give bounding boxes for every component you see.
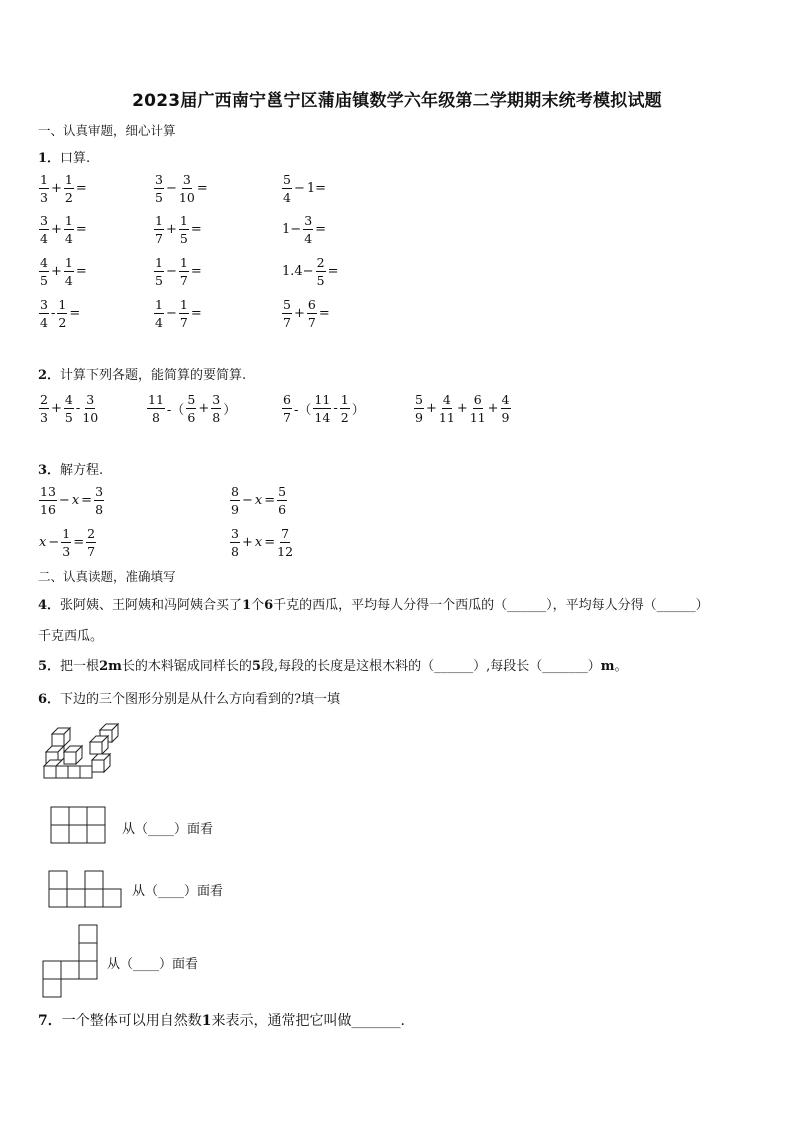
oral-calc-item xyxy=(153,213,203,246)
question-text: 千克的西瓜，平均每人分得一个西瓜的（______），平均每人分得（______） xyxy=(273,598,709,613)
view-label-3: 从（____）面看 xyxy=(107,957,199,972)
operator: − xyxy=(166,264,177,279)
operator: − xyxy=(166,181,177,196)
operator: - xyxy=(333,401,338,416)
oral-calc-item xyxy=(38,255,88,288)
question-text: 口算. xyxy=(60,151,91,166)
result-tail: = xyxy=(327,264,339,279)
operator: - xyxy=(51,306,56,321)
equals-sign: = xyxy=(81,493,93,508)
operator: + xyxy=(51,222,62,237)
question-number: 2． xyxy=(38,368,61,383)
variable-x: x xyxy=(71,493,80,508)
question-text: 个 xyxy=(251,598,265,613)
equation-2 xyxy=(229,484,288,517)
oral-calc-item xyxy=(153,255,203,288)
operator: + xyxy=(242,535,253,550)
question-1 xyxy=(38,147,90,166)
question-number: 4． xyxy=(38,598,61,613)
result-tail: = xyxy=(75,181,87,196)
fraction: $\frac{1}{4}$ xyxy=(64,213,73,246)
question-5 xyxy=(38,655,627,674)
fraction: $\frac{3}{10}$ xyxy=(178,172,195,205)
fraction: $\frac{3}{8}$ xyxy=(95,484,104,517)
question-text: 下边的三个图形分别是从什么方向看到的?填一填 xyxy=(60,692,341,707)
question-2 xyxy=(38,364,246,383)
variable-x: x xyxy=(254,493,263,508)
number: 6 xyxy=(264,598,274,613)
page-title: 2023届广西南宁邕宁区蒲庙镇数学六年级第二学期期末统考模拟试题 xyxy=(132,91,662,111)
result-tail: = xyxy=(315,222,327,237)
calc-expression-2 xyxy=(146,392,237,425)
question-3 xyxy=(38,459,103,478)
view-label-1: 从（____）面看 xyxy=(122,822,214,837)
fraction: $\frac{2}{5}$ xyxy=(316,255,325,288)
variable-x: x xyxy=(254,535,263,550)
operator: ） xyxy=(351,403,365,418)
fraction: $\frac{7}{12}$ xyxy=(277,526,294,559)
fraction: $\frac{6}{7}$ xyxy=(283,392,291,425)
view-diagram-3 xyxy=(42,924,100,998)
fraction: $\frac{8}{9}$ xyxy=(231,484,239,517)
operator: + xyxy=(51,181,62,196)
number: 5 xyxy=(251,659,261,674)
operator: + xyxy=(51,264,62,279)
operator: + xyxy=(51,401,62,416)
fraction: $\frac{6}{7}$ xyxy=(307,297,316,330)
result-tail: = xyxy=(318,306,330,321)
fraction: $\frac{3}{8}$ xyxy=(212,392,221,425)
fraction: $\frac{5}{9}$ xyxy=(415,392,423,425)
unit: m xyxy=(600,659,615,674)
question-text: 解方程. xyxy=(60,463,104,478)
operator: + xyxy=(426,401,437,416)
oral-calc-item xyxy=(153,297,203,330)
operator: − xyxy=(166,306,177,321)
question-text: 段,每段的长度是这根木料的（______）,每段长（_______） xyxy=(260,659,601,674)
operator: ） xyxy=(223,403,237,418)
equals-sign: = xyxy=(73,535,85,550)
fraction: $\frac{1}{5}$ xyxy=(179,213,188,246)
fraction: $\frac{1}{4}$ xyxy=(64,255,73,288)
result-tail: 1= xyxy=(306,181,327,196)
operator: − xyxy=(58,493,70,508)
fraction: $\frac{4}{9}$ xyxy=(501,392,510,425)
question-text: 。 xyxy=(614,659,628,674)
oral-calc-item xyxy=(153,172,209,205)
fraction: $\frac{5}{6}$ xyxy=(278,484,287,517)
question-4-line-2: 千克西瓜。 xyxy=(38,629,104,644)
variable-x: x xyxy=(39,535,47,550)
oral-calc-item xyxy=(38,172,88,205)
operator: 1.4− xyxy=(282,264,314,279)
fraction: $\frac{1}{7}$ xyxy=(155,213,163,246)
question-4 xyxy=(38,594,709,613)
fraction: $\frac{1}{2}$ xyxy=(64,172,73,205)
cube-arrangement-figure xyxy=(40,720,130,782)
fraction: $\frac{1}{2}$ xyxy=(340,392,349,425)
fraction: $\frac{3}{10}$ xyxy=(82,392,99,425)
fraction: $\frac{1}{3}$ xyxy=(40,172,48,205)
fraction: $\frac{3}{4}$ xyxy=(40,297,48,330)
fraction: $\frac{1}{7}$ xyxy=(179,297,188,330)
view-diagram-2 xyxy=(48,870,124,908)
operator: − xyxy=(294,181,305,196)
oral-calc-item xyxy=(281,255,339,288)
result-tail: = xyxy=(69,306,81,321)
operator: + xyxy=(166,222,177,237)
fraction: $\frac{5}{6}$ xyxy=(187,392,196,425)
fraction: $\frac{2}{7}$ xyxy=(87,526,96,559)
oral-calc-item xyxy=(38,297,81,330)
oral-calc-item xyxy=(281,297,331,330)
fraction: $\frac{2}{3}$ xyxy=(40,392,48,425)
number: 1 xyxy=(201,1013,212,1029)
fraction: $\frac{11}{8}$ xyxy=(148,392,164,425)
operator: + xyxy=(456,401,468,416)
oral-calc-item xyxy=(281,213,327,246)
question-7 xyxy=(38,1010,405,1030)
oral-calc-item xyxy=(281,172,327,205)
result-tail: = xyxy=(190,222,202,237)
fraction: $\frac{1}{4}$ xyxy=(155,297,163,330)
fraction: $\frac{1}{7}$ xyxy=(179,255,188,288)
fraction: $\frac{6}{11}$ xyxy=(469,392,486,425)
operator: + xyxy=(487,401,499,416)
result-tail: = xyxy=(75,264,87,279)
fraction: $\frac{4}{5}$ xyxy=(64,392,73,425)
fraction: $\frac{11}{14}$ xyxy=(314,392,331,425)
fraction: $\frac{5}{4}$ xyxy=(283,172,291,205)
question-text: 长的木料锯成同样长的 xyxy=(121,659,252,674)
question-number: 6． xyxy=(38,692,61,707)
question-number: 3． xyxy=(38,463,61,478)
fraction: $\frac{3}{5}$ xyxy=(155,172,163,205)
question-text: . xyxy=(400,1013,405,1029)
operator: 1− xyxy=(282,222,302,237)
result-tail: = xyxy=(196,181,208,196)
question-number: 5． xyxy=(38,659,61,674)
operator: -（ xyxy=(294,403,312,418)
view-diagram-1 xyxy=(50,806,108,844)
question-text: 张阿姨、王阿姨和冯阿姨合买了 xyxy=(60,598,243,613)
question-text: 计算下列各题，能简算的要简算. xyxy=(60,368,247,383)
question-text: 一个整体可以用自然数 xyxy=(61,1013,202,1029)
operator: + xyxy=(294,306,305,321)
fraction: $\frac{1}{5}$ xyxy=(155,255,163,288)
fraction: $\frac{3}{8}$ xyxy=(231,526,239,559)
fraction: $\frac{1}{2}$ xyxy=(58,297,67,330)
section-heading-2: 二、认真读题，准确填写 xyxy=(38,569,176,584)
fraction: $\frac{4}{11}$ xyxy=(438,392,455,425)
result-tail: = xyxy=(190,264,202,279)
operator: - xyxy=(75,401,81,416)
operator: − xyxy=(48,535,60,550)
operator: -（ xyxy=(166,403,185,418)
operator: − xyxy=(242,493,253,508)
result-tail: = xyxy=(190,306,202,321)
calc-expression-1 xyxy=(38,392,99,425)
equals-sign: = xyxy=(264,493,276,508)
view-label-2: 从（____）面看 xyxy=(132,884,224,899)
equation-3 xyxy=(38,526,97,559)
fraction: $\frac{1}{3}$ xyxy=(62,526,71,559)
question-text: 把一根 xyxy=(60,659,100,674)
operator: + xyxy=(198,401,210,416)
fraction: $\frac{13}{16}$ xyxy=(40,484,56,517)
fraction: $\frac{3}{4}$ xyxy=(304,213,313,246)
oral-calc-item xyxy=(38,213,88,246)
equals-sign: = xyxy=(264,535,276,550)
length: 2m xyxy=(99,659,122,674)
equation-4 xyxy=(229,526,294,559)
number: 1 xyxy=(242,598,252,613)
section-heading-1: 一、认真审题，细心计算 xyxy=(38,123,176,138)
fraction: $\frac{3}{4}$ xyxy=(40,213,48,246)
question-text: 来表示，通常把它叫做 xyxy=(211,1013,352,1029)
result-tail: = xyxy=(75,222,87,237)
fraction: $\frac{4}{5}$ xyxy=(40,255,48,288)
calc-expression-3 xyxy=(281,392,366,425)
answer-blank: _______ xyxy=(351,1013,401,1029)
question-number: 1． xyxy=(38,151,61,166)
equation-1 xyxy=(38,484,105,517)
calc-expression-4 xyxy=(413,392,512,425)
question-6 xyxy=(38,688,340,707)
question-number: 7． xyxy=(38,1013,62,1029)
fraction: $\frac{5}{7}$ xyxy=(283,297,291,330)
